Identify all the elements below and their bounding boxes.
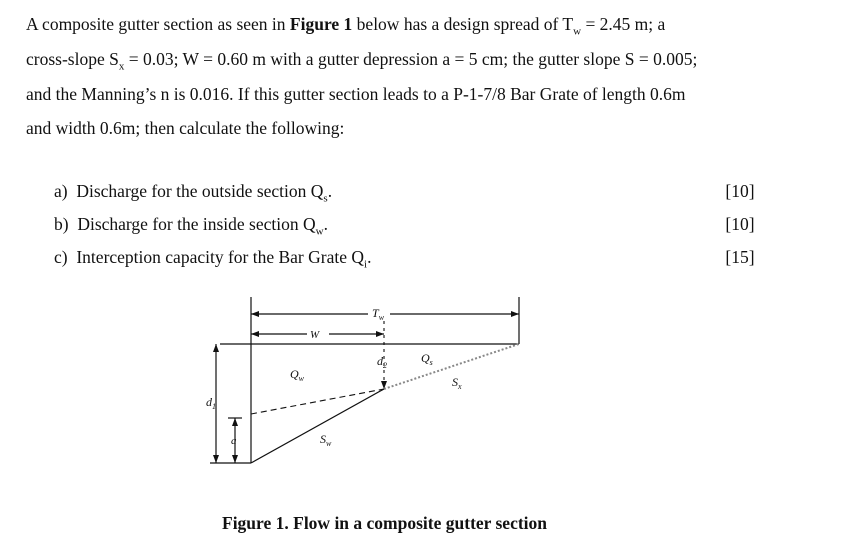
question-end: .: [327, 181, 333, 201]
subscript: w: [315, 225, 324, 238]
question-text: Discharge for the inside section Q: [77, 214, 316, 234]
arrowhead: [381, 381, 387, 389]
arrowhead: [232, 418, 238, 426]
arrowhead: [251, 331, 259, 337]
subscript: x: [118, 60, 125, 73]
subscript: s: [323, 192, 328, 205]
arrowhead: [511, 311, 519, 317]
arrowhead: [232, 455, 238, 463]
figure-reference: Figure 1: [289, 14, 353, 34]
question-label: c): [54, 247, 68, 267]
sw-label: $S_w$: [320, 432, 332, 448]
figure-caption: Figure 1. Flow in a composite gutter section: [222, 513, 548, 533]
question-end: .: [367, 247, 372, 267]
intro-line-4: and width 0.6m; then calculate the following:: [26, 118, 345, 138]
intro-text: = 2.45 m; a: [581, 14, 666, 34]
question-label: b): [54, 214, 69, 234]
marks-b: [10]: [725, 214, 755, 234]
arrowhead: [213, 455, 219, 463]
question-label: a): [54, 181, 68, 201]
intro-text: cross-slope S: [26, 49, 119, 69]
qs-label: $Q_s$: [421, 351, 433, 367]
intro-line-3: and the Manning’s n is 0.016. If this gutter section leads to a P-1-7/8 Bar Grate of length 0.6m: [26, 84, 686, 104]
question-end: .: [323, 214, 328, 234]
intro-text: below has a design spread of T: [352, 14, 574, 34]
a-label: a: [231, 435, 237, 447]
marks-c: [15]: [725, 247, 755, 267]
intro-text: = 0.03; W = 0.60 m with a gutter depression a = 5 cm; the gutter slope S = 0.005;: [124, 49, 698, 69]
w-label: W: [310, 329, 320, 341]
sx-label: $S_x$: [452, 375, 462, 391]
arrowhead: [376, 331, 384, 337]
d2-label: $d_2$: [377, 354, 387, 370]
extended-cross-slope-dashed: [251, 389, 384, 414]
arrowhead: [213, 344, 219, 352]
arrowhead: [251, 311, 259, 317]
gutter-bottom-sw: [251, 389, 384, 463]
subscript: i: [364, 258, 368, 271]
question-text: Interception capacity for the Bar Grate Q: [76, 247, 364, 267]
d1-label: $d_1$: [206, 395, 216, 411]
qw-label: $Q_w$: [290, 367, 305, 383]
marks-a: [10]: [725, 181, 755, 201]
question-text: Discharge for the outside section Q: [76, 181, 324, 201]
tw-label: $T_w$: [372, 306, 385, 322]
subscript: w: [573, 25, 582, 38]
intro-text: A composite gutter section as seen in: [26, 14, 290, 34]
